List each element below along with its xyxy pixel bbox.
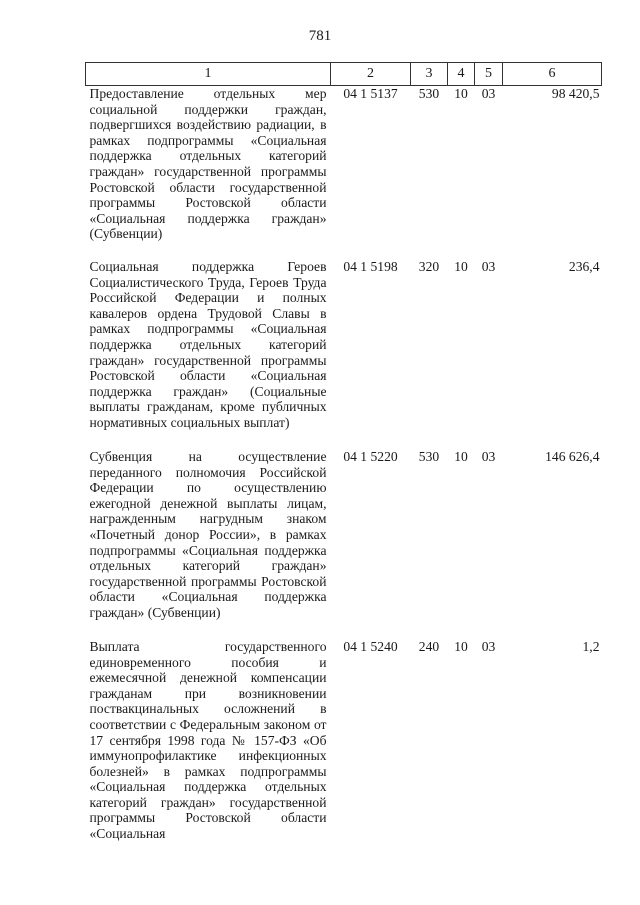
row-section: 10 [454,638,468,654]
row-amount: 1,2 [582,638,600,654]
row-section: 10 [454,448,468,464]
row-amount: 236,4 [568,258,600,274]
table-row [86,86,602,259]
row-expense-type: 530 [418,448,440,464]
row-target-code: 04 1 5198 [343,258,398,274]
row-section: 10 [454,86,468,101]
row-subsection: 03 [481,86,496,101]
row-expense-type: 530 [418,86,440,101]
row-subsection: 03 [481,638,496,654]
table-row [86,449,602,639]
budget-table [85,62,602,859]
row-amount: 146 626,4 [545,448,600,464]
row-description: Выплата государственного единовременного пособия и ежемесячной денежной компенсации гражданам при возникновении поствакцинальных осложнений в соответствии с Федеральным законом от 17 сентября 1998 года № 157-ФЗ «Об иммунопрофилактике инфекционных болезней» в рамках подпрограммы «Социальная поддержка отдельных категорий граждан» государственной программы Ростовской области «Социальная [89,638,327,842]
row-subsection: 03 [481,258,496,274]
row-subsection: 03 [481,448,496,464]
column-header-4: 4 [448,63,475,86]
page-number: 781 [308,28,332,44]
column-header-2: 2 [331,63,411,86]
row-description: Предоставление отдельных мер социальной поддержки граждан, подвергшихся воздействию радиации, в рамках подпрограммы «Социальная поддержка отдельных категорий граждан» государственной программы Ростовской области государственной программы Ростовской области «Социальная поддержка граждан» (Субвенции) [89,86,327,242]
row-section: 10 [454,258,468,274]
table-row [86,639,602,859]
row-expense-type: 240 [418,638,440,654]
column-header-5: 5 [475,63,503,86]
row-target-code: 04 1 5240 [343,638,398,654]
row-expense-type: 320 [418,258,440,274]
row-target-code: 04 1 5137 [343,86,398,101]
row-target-code: 04 1 5220 [343,448,398,464]
column-header-1: 1 [86,63,331,86]
column-header-3: 3 [411,63,448,86]
table-row [86,259,602,449]
table-header-row [86,63,602,86]
row-description: Субвенция на осуществление переданного полномочия Российской Федерации по осуществлению ежегодной денежной выплаты лицам, награжденным нагрудным знаком «Почетный донор России», в рамках подпрограммы «Социальная поддержка отдельных категорий граждан» государственной программы Ростовской области «Социальная поддержка граждан» (Субвенции) [89,448,327,620]
row-description: Социальная поддержка Героев Социалистического Труда, Героев Труда Российской Федерации и полных кавалеров ордена Трудовой Славы в рамках подпрограммы «Социальная поддержка отдельных категорий граждан» государственной программы Ростовской области «Социальная поддержка граждан» (Социальные выплаты гражданам, кроме публичных нормативных социальных выплат) [89,258,327,430]
row-amount: 98 420,5 [551,86,600,101]
column-header-6: 6 [503,63,602,86]
